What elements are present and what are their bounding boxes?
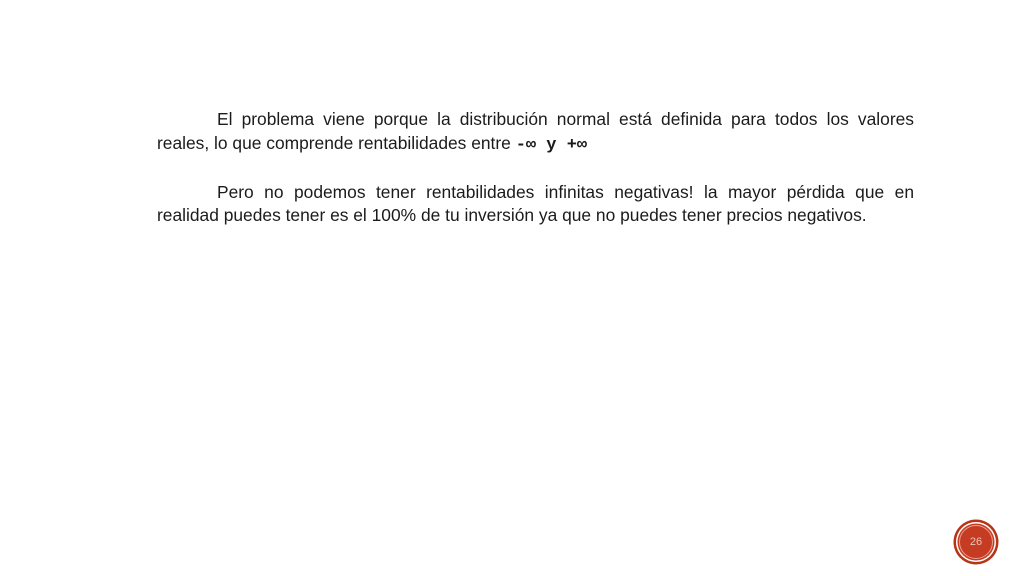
paragraph-1-text: El problema viene porque la distribución normal está definida para todos los valores reales, lo que comprende rentabilidades entre: [157, 109, 914, 153]
paragraph-normal-distribution: [157, 108, 914, 157]
paragraph-2-text: Pero no podemos tener rentabilidades infinitas negativas! la mayor pérdida que en realidad puedes tener es el 100% de tu inversión ya que no puedes tener precios negativos.: [157, 181, 914, 225]
infinity-range: -∞ y +∞: [515, 135, 588, 155]
paragraph-max-loss: [157, 181, 914, 228]
page-number: 26: [969, 536, 983, 548]
page-number-badge: [956, 522, 996, 562]
slide-body: [157, 108, 914, 228]
